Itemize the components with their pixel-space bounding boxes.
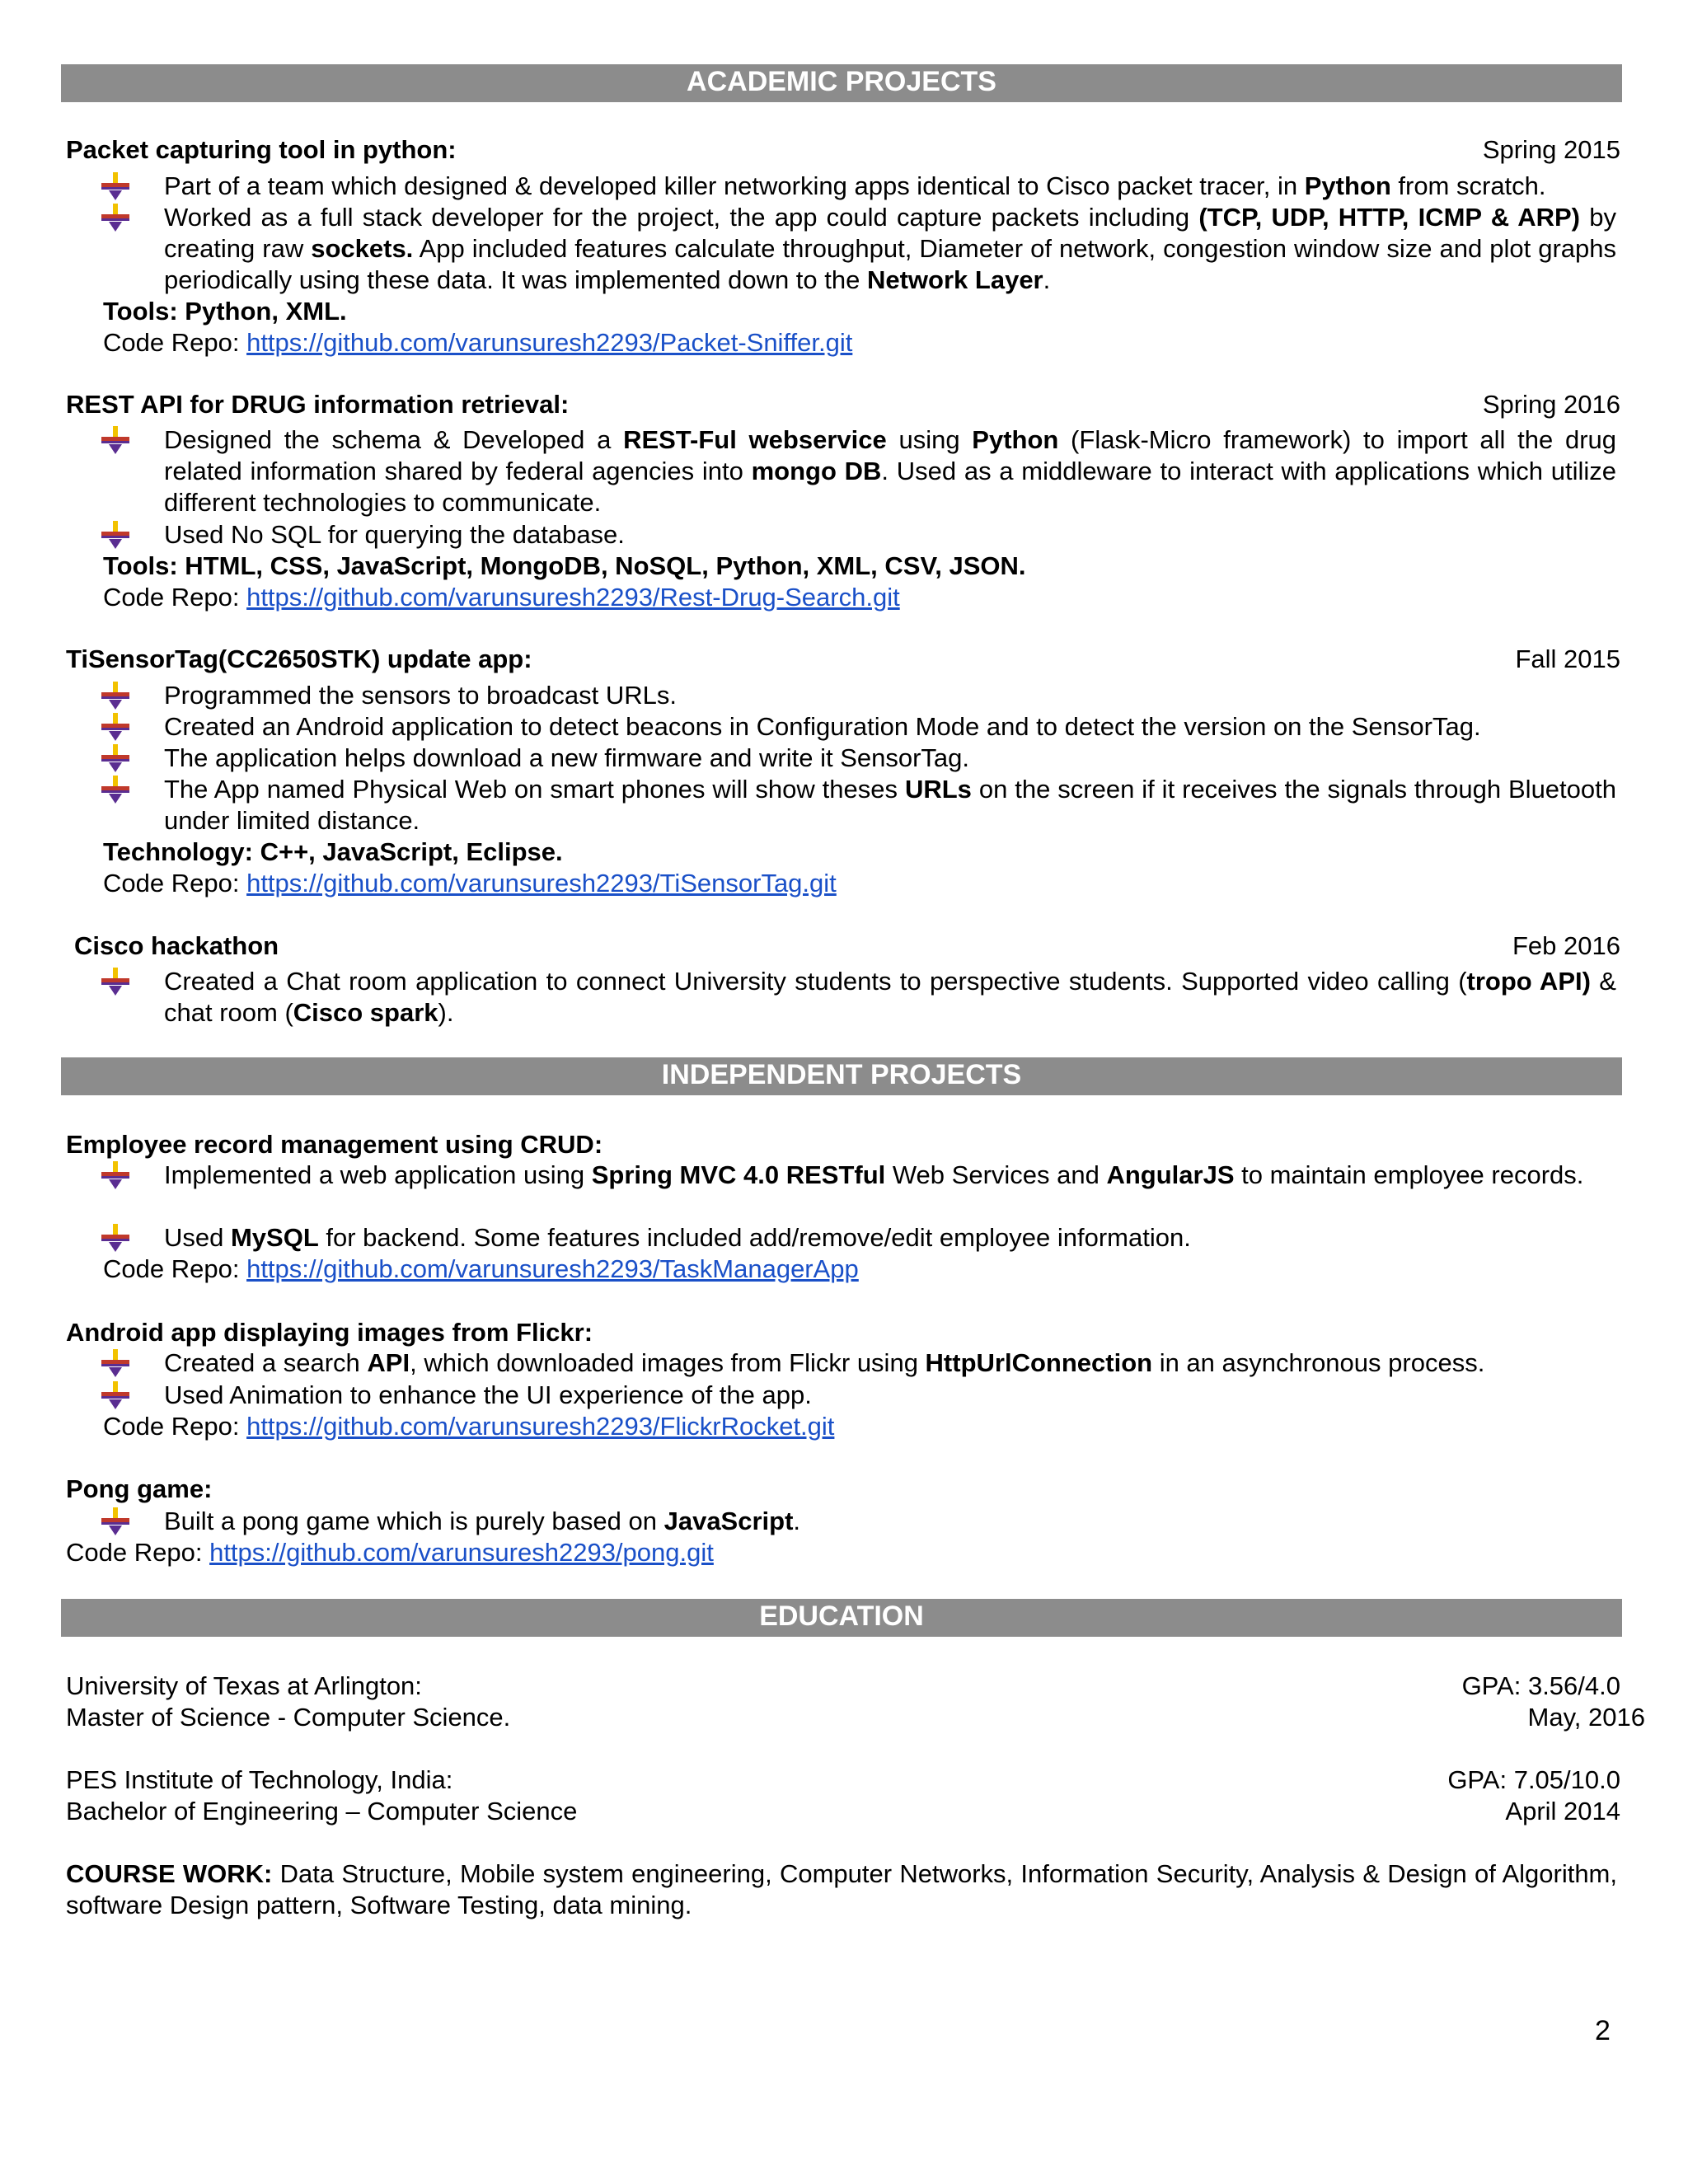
page-number: 2	[1595, 2015, 1611, 2046]
section-header-independent: INDEPENDENT PROJECTS	[61, 1057, 1622, 1095]
code-repo-line: Code Repo: https://github.com/varunsuresh2293/FlickrRocket.git	[103, 1412, 835, 1441]
project-title: Employee record management using CRUD:	[66, 1130, 603, 1159]
education-degree-row	[66, 1702, 1645, 1733]
project-date: Spring 2016	[1482, 390, 1620, 419]
arrow-bullet-icon	[99, 1159, 132, 1192]
arrow-bullet-icon	[99, 773, 132, 806]
project-title: Android app displaying images from Flickr:	[66, 1318, 593, 1347]
arrow-bullet-icon	[99, 742, 132, 775]
bullet-text: The App named Physical Web on smart phones will show theses URLs on the screen if it receives the signals through Bluetooth under limited distance.	[164, 775, 1616, 835]
education-degree-row	[66, 1796, 1620, 1827]
bullet-text: Built a pong game which is purely based on JavaScript.	[164, 1507, 801, 1535]
arrow-bullet-icon	[99, 201, 132, 234]
gpa: GPA: 7.05/10.0	[1447, 1765, 1620, 1794]
code-repo-line: Code Repo: https://github.com/varunsuresh2293/TaskManagerApp	[103, 1254, 859, 1283]
bullet-text: Programmed the sensors to broadcast URLs.	[164, 681, 677, 710]
school-name: University of Texas at Arlington:	[66, 1671, 422, 1700]
project-date: Feb 2016	[1512, 931, 1620, 960]
bullet-text: Worked as a full stack developer for the project, the app could capture packets including (TCP, UDP, HTTP, ICMP & ARP) by creating raw sockets. App included features calculate throughput, Diameter of network, congestion window size and plot graphs periodically using these data. It was implemented down to the Network Layer.	[164, 203, 1616, 294]
bullet-text: Implemented a web application using Spring MVC 4.0 RESTful Web Services and AngularJS to maintain employee records.	[164, 1160, 1584, 1189]
degree: Master of Science - Computer Science.	[66, 1703, 511, 1732]
bullet-text: The application helps download a new firmware and write it SensorTag.	[164, 743, 970, 772]
code-repo-link[interactable]: https://github.com/varunsuresh2293/pong.git	[209, 1538, 714, 1567]
bullet-text: Designed the schema & Developed a REST-Ful webservice using Python (Flask-Micro framework) to import all the drug related information shared by federal agencies into mongo DB. Used as a middleware to interact with applications which utilize different technologies to communicate.	[164, 425, 1616, 517]
tools-line: Tools: Python, XML.	[103, 297, 347, 326]
arrow-bullet-icon	[99, 424, 132, 457]
graduation-date: April 2014	[1505, 1797, 1620, 1825]
code-repo-line: Code Repo: https://github.com/varunsuresh2293/Packet-Sniffer.git	[103, 328, 853, 357]
bullet-text: Part of a team which designed & developed killer networking apps identical to Cisco packet tracer, in Python from scratch.	[164, 171, 1546, 200]
project-title: TiSensorTag(CC2650STK) update app:	[66, 644, 532, 673]
project-title: Packet capturing tool in python:	[66, 135, 457, 164]
code-repo-link[interactable]: https://github.com/varunsuresh2293/TiSensorTag.git	[246, 869, 837, 898]
arrow-bullet-icon	[99, 170, 132, 203]
bullet-text: Used Animation to enhance the UI experience of the app.	[164, 1380, 812, 1409]
gpa: GPA: 3.56/4.0	[1461, 1671, 1620, 1700]
section-header-academic: ACADEMIC PROJECTS	[61, 64, 1622, 102]
project-title: REST API for DRUG information retrieval:	[66, 390, 570, 419]
code-repo-line: Code Repo: https://github.com/varunsuresh2293/pong.git	[66, 1538, 714, 1567]
code-repo-line: Code Repo: https://github.com/varunsuresh2293/TiSensorTag.git	[103, 869, 837, 898]
project-date: Spring 2015	[1482, 135, 1620, 164]
arrow-bullet-icon	[99, 965, 132, 998]
bullet-text: Used MySQL for backend. Some features included add/remove/edit employee information.	[164, 1223, 1191, 1252]
bullet-text: Created a Chat room application to connect University students to perspective students. Supported video calling (tropo API) & chat room (Cisco spark).	[164, 967, 1616, 1027]
arrow-bullet-icon	[99, 1221, 132, 1254]
project-title: Cisco hackathon	[74, 931, 279, 960]
code-repo-link[interactable]: https://github.com/varunsuresh2293/Rest-Drug-Search.git	[246, 583, 900, 612]
arrow-bullet-icon	[99, 710, 132, 743]
code-repo-link[interactable]: https://github.com/varunsuresh2293/TaskManagerApp	[246, 1254, 859, 1283]
arrow-bullet-icon	[99, 1347, 132, 1380]
arrow-bullet-icon	[99, 679, 132, 712]
education-school-row	[66, 1671, 1620, 1702]
graduation-date: May, 2016	[1527, 1703, 1645, 1732]
code-repo-link[interactable]: https://github.com/varunsuresh2293/Packet-Sniffer.git	[246, 328, 853, 357]
school-name: PES Institute of Technology, India:	[66, 1765, 453, 1794]
bullet-text: Created an Android application to detect beacons in Configuration Mode and to detect the version on the SensorTag.	[164, 712, 1481, 741]
education-school-row	[66, 1765, 1620, 1796]
arrow-bullet-icon	[99, 518, 132, 551]
arrow-bullet-icon	[99, 1505, 132, 1538]
code-repo-link[interactable]: https://github.com/varunsuresh2293/FlickrRocket.git	[246, 1412, 835, 1441]
tools-line: Tools: HTML, CSS, JavaScript, MongoDB, NoSQL, Python, XML, CSV, JSON.	[103, 551, 1026, 580]
code-repo-line: Code Repo: https://github.com/varunsuresh2293/Rest-Drug-Search.git	[103, 583, 900, 612]
degree: Bachelor of Engineering – Computer Science	[66, 1797, 578, 1825]
course-work: COURSE WORK: Data Structure, Mobile system engineering, Computer Networks, Information Security, Analysis & Design of Algorithm, software Design pattern, Software Testing, data mining.	[66, 1859, 1617, 1919]
section-header-education: EDUCATION	[61, 1599, 1622, 1637]
bullet-text: Used No SQL for querying the database.	[164, 520, 625, 549]
tools-line: Technology: C++, JavaScript, Eclipse.	[103, 837, 563, 866]
project-date: Fall 2015	[1515, 644, 1620, 673]
bullet-text: Created a search API, which downloaded images from Flickr using HttpUrlConnection in an asynchronous process.	[164, 1348, 1485, 1377]
project-title: Pong game:	[66, 1474, 213, 1503]
arrow-bullet-icon	[99, 1379, 132, 1412]
